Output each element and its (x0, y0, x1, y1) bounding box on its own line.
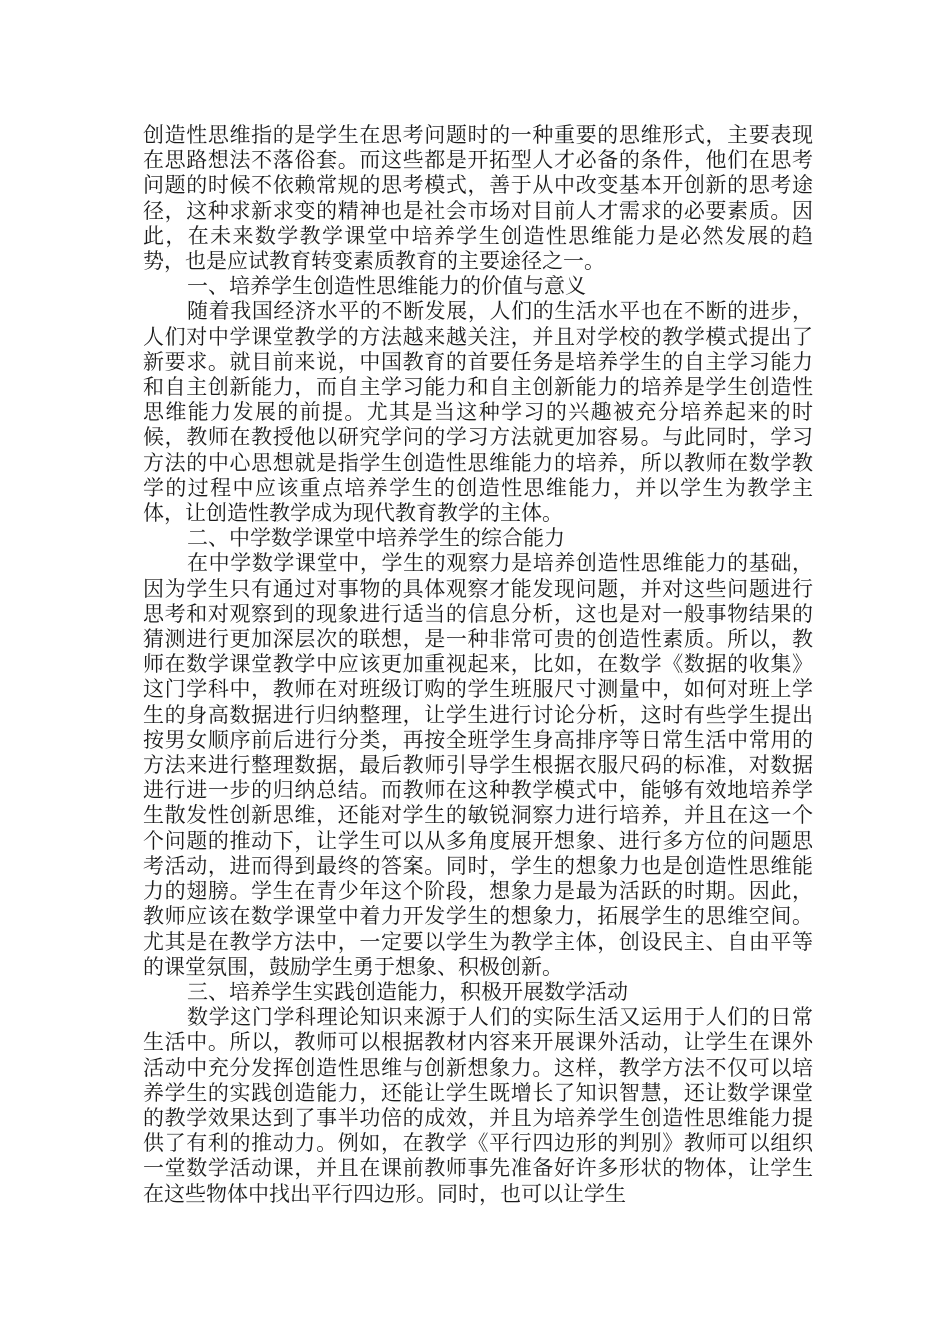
document-body (143, 123, 813, 1207)
intro-paragraph: 创造性思维指的是学生在思考问题时的一种重要的思维形式，主要表现在思路想法不落俗套。而这些都是开拓型人才必备的条件，他们在思考问题的时候不依赖常规的思考模式，善于从中改变基本开创新的思考途径，这种求新求变的精神也是社会市场对目前人才需求的必要素质。因此，在未来数学教学课堂中培养学生创造性思维能力是必然发展的趋势，也是应试教育转变素质教育的主要途径之一。 (143, 123, 813, 274)
section-heading-2: 二、中学数学课堂中培养学生的综合能力 (187, 526, 565, 551)
section-1-paragraph: 随着我国经济水平的不断发展，人们的生活水平也在不断的进步，人们对中学课堂教学的方法越来越关注，并且对学校的教学模式提出了新要求。就目前来说，中国教育的首要任务是培养学生的自主学习能力和自主创新能力，而自主学习能力和自主创新能力的培养是学生创造性思维能力发展的前提。尤其是当这种学习的兴趣被充分培养起来的时候，教师在教授他以研究学问的学习方法就更加容易。与此同时，学习方法的中心思想就是指学生创造性思维能力的培养，所以教师在数学教学的过程中应该重点培养学生的创造性思维能力，并以学生为教学主体，让创造性教学成为现代教育教学的主体。 (143, 299, 813, 526)
section-2-paragraph: 在中学数学课堂中，学生的观察力是培养创造性思维能力的基础，因为学生只有通过对事物的具体观察才能发现问题，并对这些问题进行思考和对观察到的现象进行适当的信息分析，这也是对一般事物结果的猜测进行更加深层次的联想，是一种非常可贵的创造性素质。所以，教师在数学课堂教学中应该更加重视起来，比如，在数学《数据的收集》这门学科中，教师在对班级订购的学生班服尺寸测量中，如何对班上学生的身高数据进行归纳整理，让学生进行讨论分析，这时有些学生提出按男女顺序前后进行分类，再按全班学生身高排序等日常生活中常用的方法来进行整理数据，最后教师引导学生根据衣服尺码的标准，对数据进行进一步的归纳总结。而教师在这种教学模式中，能够有效地培养学生散发性创新思维，还能对学生的敏锐洞察力进行培养，并且在这一个个问题的推动下，让学生可以从多角度展开想象、进行多方位的问题思考活动，进而得到最终的答案。同时，学生的想象力也是创造性思维能力的翅膀。学生在青少年这个阶段，想象力是最为活跃的时期。因此，教师应该在数学课堂中着力开发学生的想象力，拓展学生的思维空间。尤其是在教学方法中，一定要以学生为教学主体，创设民主、自由平等的课堂氛围，鼓励学生勇于想象、积极创新。 (143, 551, 813, 979)
section-heading-3: 三、培养学生实践创造能力，积极开展数学活动 (187, 979, 628, 1004)
section-heading-1: 一、培养学生创造性思维能力的价值与意义 (187, 274, 586, 299)
section-3-paragraph: 数学这门学科理论知识来源于人们的实际生活又运用于人们的日常生活中。所以，教师可以根据教材内容来开展课外活动，让学生在课外活动中充分发挥创造性思维与创新想象力。这样，教学方法不仅可以培养学生的实践创造能力，还能让学生既增长了知识智慧，还让数学课堂的教学效果达到了事半功倍的成效，并且为培养学生创造性思维能力提供了有利的推动力。例如，在教学《平行四边形的判别》教师可以组织一堂数学活动课，并且在课前教师事先准备好许多形状的物体，让学生在这些物体中找出平行四边形。同时，也可以让学生 (143, 1005, 813, 1206)
